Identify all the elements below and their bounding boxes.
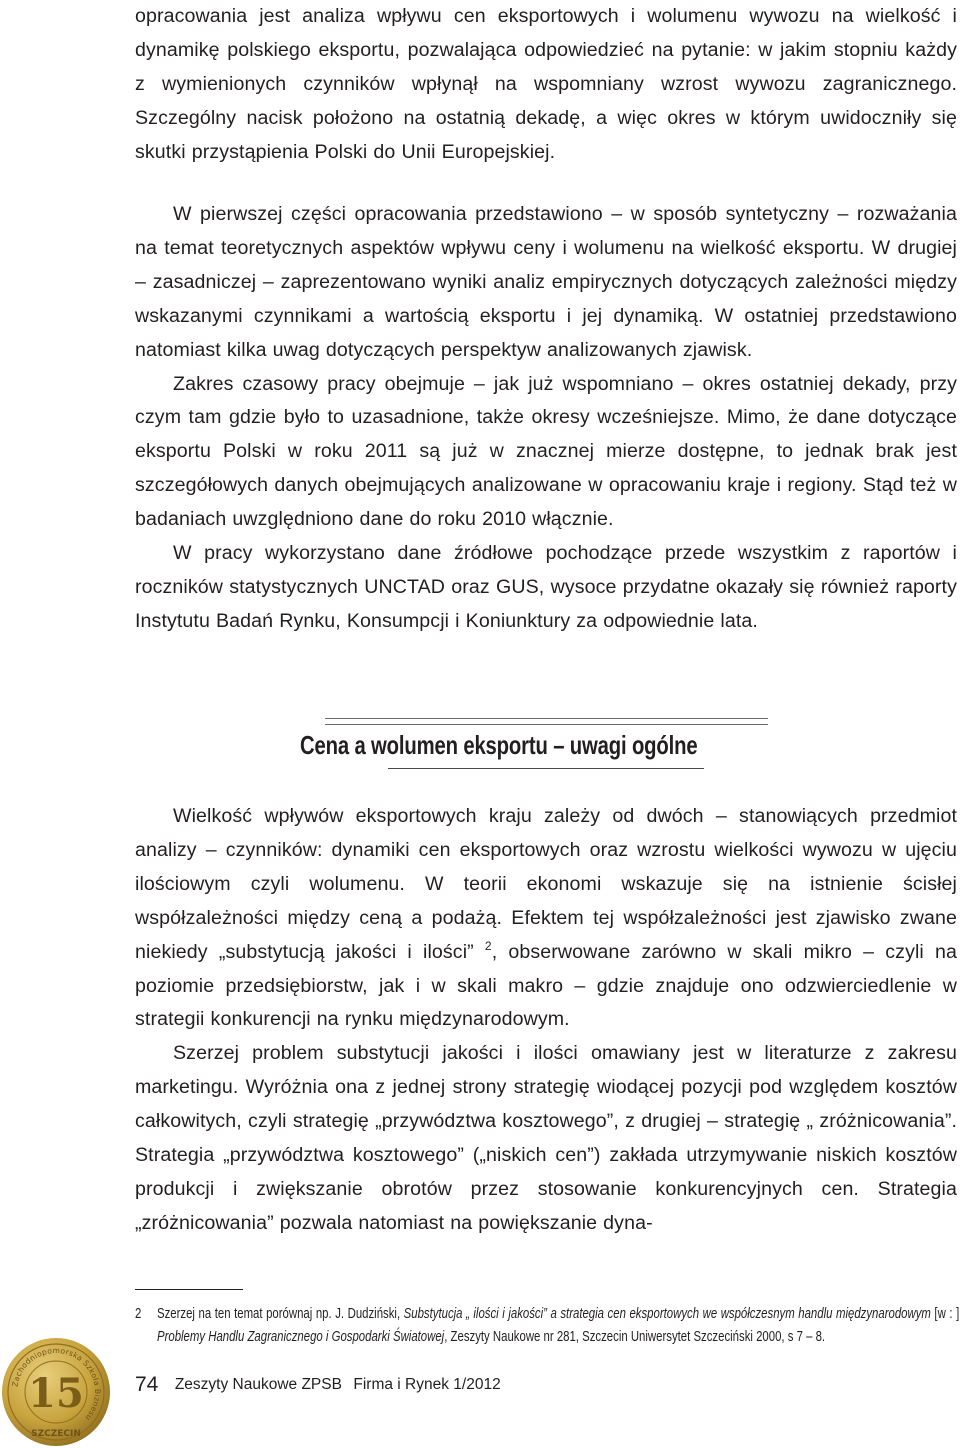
footnote-number: 2 <box>135 1306 142 1322</box>
paragraph-text: Wielkość wpływów eksportowych kraju zależy od dwóch – stanowiących przedmiot analizy – czynników: dynamiki cen eksportowych oraz wzrostu wielkości wywozu w ujęciu ilościowym czyli wolumenu. W teorii ekonomi wskazuje się na istnienie ścisłej współzależności między ceną a podażą. Efektem tej współzależności jest zjawisko zwane niekiedy „substytucją jakości i ilości” <box>135 805 957 963</box>
footnote-reference: 2 <box>484 938 492 953</box>
footnote-tail: , Zeszyty Naukowe nr 281, Szczecin Uniwersytet Szczeciński 2000, s 7 – 8. <box>444 1329 826 1345</box>
paragraph <box>135 800 957 1037</box>
heading-rule-top <box>325 718 768 719</box>
footnote-lead: Szerzej na ten temat porównaj np. J. Dudziński, <box>156 1306 404 1322</box>
paragraph-text: Szerzej problem substytucji jakości i ilości omawiany jest w literaturze z zakresu marketingu. Wyróżnia ona z jednej strony strategię wiodącej pozycji pod względem kosztów całkowitych, czyli strategię „przywództwa kosztowego”, z drugiej – strategię „ zróżnicowania”. Strategia „przywództwa kosztowego” („niskich cen”) zakłada utrzymywanie niskich kosztów produkcji i zwiększanie obrotów przez stosowanie konkurencyjnych cen. Strategia „zróżnicowania” pozwala natomiast na powiększanie dyna- <box>135 1042 957 1234</box>
footnote-source: Problemy Handlu Zagranicznego i Gospodarki Światowej <box>156 1329 445 1345</box>
footnote-separator <box>135 1289 243 1290</box>
paragraph: opracowania jest analiza wpływu cen eksportowych i wolumenu wywozu na wielkość i dynamikę polskiego eksportu, pozwalająca odpowiedzieć na pytanie: w jakim stopniu każdy z wymienionych czynników wpłynął na wspomniany wzrost wywozu zagranicznego. Szczególny nacisk położono na ostatnią dekadę, a więc okres w którym uwidoczniły się skutki przystąpienia Polski do Unii Europejskiej. <box>135 5 957 163</box>
body-text-middle <box>135 198 957 639</box>
paragraph: W pracy wykorzystano dane źródłowe pochodzące przede wszystkim z raportów i roczników statystycznych UNCTAD oraz GUS, wysoce przydatne okazały się również raporty Instytutu Badań Rynku, Konsumpcji i Koniunktury za odpowiednie lata. <box>135 542 957 632</box>
paragraph: W pierwszej części opracowania przedstawiono – w sposób syntetyczny – rozważania na temat teoretycznych aspektów wpływu ceny i wolumenu na wielkość eksportu. W drugiej – zasadniczej – zaprezentowano wyniki analiz empirycznych dotyczących zależności między wskazanymi czynnikami a wartością eksportu i jej dynamiką. W ostatniej przedstawiono natomiast kilka uwag dotyczących perspektyw analizowanych zjawisk. <box>135 203 957 361</box>
section-heading: Cena a wolumen eksportu – uwagi ogólne <box>300 730 698 760</box>
page-footer <box>135 1373 501 1397</box>
paragraph: Zakres czasowy pracy obejmuje – jak już wspomniano – okres ostatniej dekady, przy czym tam gdzie było to uzasadnione, także okresy wcześniejsze. Mimo, że dane dotyczące eksportu Polski w roku 2011 są już w znacznej mierze dostępne, to jednak brak jest szczegółowych danych obejmujących analizowane w opracowaniu kraje i regiony. Stąd też w badaniach uwzględniono dane do roku 2010 włącznie. <box>135 372 957 531</box>
seal-arc-text: Zachodniopomorska Szkoła Biznesu <box>10 1345 103 1423</box>
footnote-mid: [w : ] <box>930 1306 960 1322</box>
footnote <box>135 1303 959 1349</box>
paragraph-text: , obserwowane zarówno w skali mikro – czyli na poziomie przedsiębiorstw, jak i w skali makro – gdzie znajduje ono odzwierciedlenie w strategii konkurencji na rynku międzynarodowym. <box>135 940 957 1031</box>
seal-numeral: 15 <box>28 1370 84 1417</box>
body-text-top <box>135 0 957 170</box>
page-number: 74 <box>135 1373 159 1396</box>
seal-city: SZCZECIN <box>31 1429 81 1439</box>
journal-issue: Firma i Rynek 1/2012 <box>353 1376 501 1393</box>
footnote-title: Substytucja „ ilości i jakości” a strategia cen eksportowych we współczesnym handlu międzynarodowym <box>403 1306 931 1322</box>
school-seal-logo <box>0 1336 112 1448</box>
journal-name: Zeszyty Naukowe ZPSB <box>174 1376 342 1393</box>
heading-rule-bottom <box>388 768 704 769</box>
paragraph <box>135 1037 957 1240</box>
heading-rule-top-second <box>325 724 768 725</box>
body-text-bottom <box>135 800 957 1241</box>
footnote-body <box>157 1303 959 1349</box>
